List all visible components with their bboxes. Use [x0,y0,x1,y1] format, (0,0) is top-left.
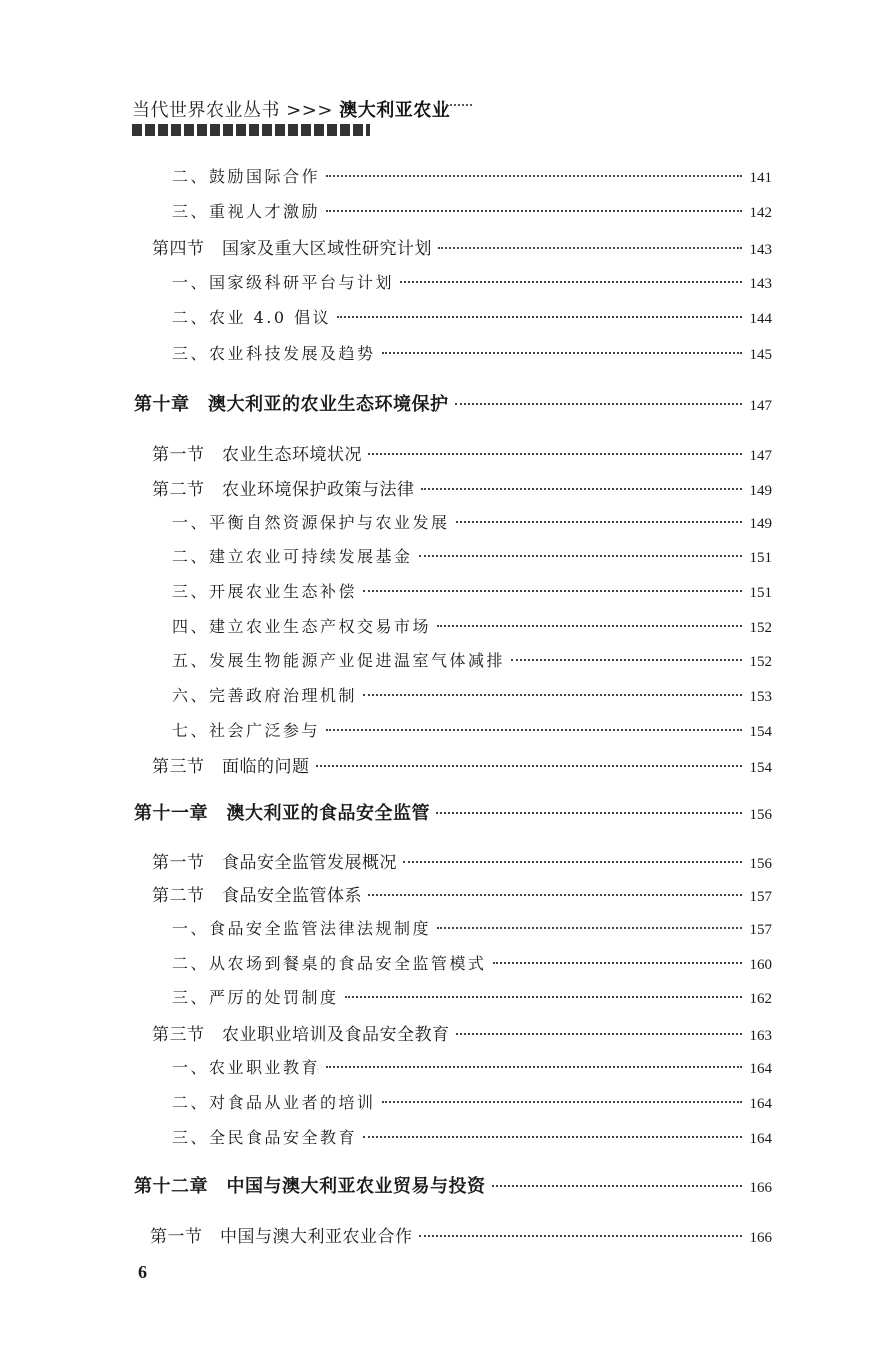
toc-item[interactable]: 七、社会广泛参与 154 [172,721,772,740]
toc-section[interactable]: 第二节 食品安全监管体系 157 [152,886,772,906]
toc-item[interactable]: 一、农业职业教育 164 [172,1058,772,1077]
toc-item[interactable]: 五、发展生物能源产业促进温室气体减排 152 [172,651,772,670]
dot-leader [337,316,741,318]
toc-item[interactable]: 三、全民食品安全教育 164 [172,1128,772,1147]
toc-section[interactable]: 第三节 农业职业培训及食品安全教育 163 [152,1025,772,1045]
toc-section[interactable]: 第一节 农业生态环境状况 147 [152,445,772,465]
dot-leader [419,555,742,557]
toc-chapter[interactable]: 第十二章 中国与澳大利亚农业贸易与投资 166 [134,1176,772,1197]
toc-item[interactable]: 二、对食品从业者的培训 164 [172,1093,772,1112]
dot-leader [345,996,742,998]
dot-leader [368,453,742,455]
dot-leader [363,694,741,696]
toc-item[interactable]: 三、重视人才激励 142 [172,202,772,221]
toc-item[interactable]: 三、农业科技发展及趋势 145 [172,344,772,363]
dot-leader [493,962,742,964]
book-title: 澳大利亚农业 [339,100,451,121]
toc-item[interactable]: 四、建立农业生态产权交易市场 152 [172,617,772,636]
toc-item[interactable]: 一、平衡自然资源保护与农业发展 149 [172,513,772,532]
dot-leader [492,1185,742,1187]
toc-item[interactable]: 二、农业 4.0 倡议 144 [172,308,772,327]
toc-section[interactable]: 第四节 国家及重大区域性研究计划 143 [152,239,772,259]
page-number: 6 [138,1262,147,1282]
dot-leader [382,352,742,354]
toc-item[interactable]: 六、完善政府治理机制 153 [172,686,772,705]
series-title: 当代世界农业丛书 >>> 澳大利亚农业 [132,100,451,121]
dot-leader [437,927,741,929]
toc-item[interactable]: 三、开展农业生态补偿 151 [172,582,772,601]
dot-leader [437,625,741,627]
header-bar-ornament [132,124,370,136]
dot-leader [403,861,742,863]
toc-section[interactable]: 第三节 面临的问题 154 [152,757,772,777]
dot-leader [326,210,741,212]
dot-leader [436,812,742,814]
dot-leader [368,894,742,896]
toc-chapter[interactable]: 第十章 澳大利亚的农业生态环境保护 147 [134,394,772,415]
dot-leader [382,1101,742,1103]
dot-leader [326,729,741,731]
toc-item[interactable]: 二、建立农业可持续发展基金 151 [172,547,772,566]
toc-item[interactable]: 一、国家级科研平台与计划 143 [172,273,772,292]
toc-item[interactable]: 二、鼓励国际合作 141 [172,167,772,186]
dot-leader [438,247,742,249]
toc-section[interactable]: 第一节 食品安全监管发展概况 156 [152,853,772,873]
toc-item[interactable]: 三、严厉的处罚制度 162 [172,988,772,1007]
dot-leader [419,1235,742,1237]
toc-section[interactable]: 第一节 中国与澳大利亚农业合作 166 [150,1227,772,1247]
toc-item[interactable]: 一、食品安全监管法律法规制度 157 [172,919,772,938]
dot-leader [400,281,741,283]
dot-leader [363,590,741,592]
dot-leader [421,488,742,490]
dot-leader [326,175,741,177]
dot-leader [455,403,742,405]
dot-leader [511,659,741,661]
dot-leader [456,521,742,523]
toc-item[interactable]: 二、从农场到餐桌的食品安全监管模式 160 [172,954,772,973]
dot-leader [316,765,742,767]
dot-leader [363,1136,741,1138]
toc-section[interactable]: 第二节 农业环境保护政策与法律 149 [152,480,772,500]
header-dotted-rule [438,104,472,106]
dot-leader [456,1033,742,1035]
toc-chapter[interactable]: 第十一章 澳大利亚的食品安全监管 156 [134,803,772,824]
dot-leader [326,1066,741,1068]
